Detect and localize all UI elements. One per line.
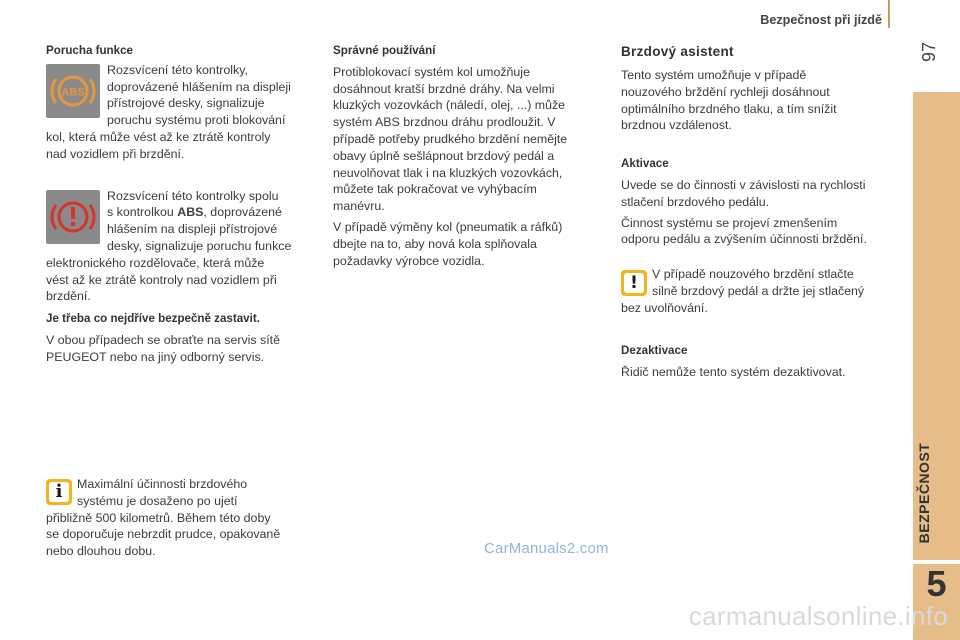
- watermark-carmanuals2: CarManuals2.com: [484, 540, 609, 557]
- deactivation-heading: Dezaktivace: [621, 344, 688, 357]
- page-number: 97: [919, 41, 939, 63]
- deactivation-section: [621, 343, 893, 381]
- wheel-replacement-paragraph: V případě výměny kol (pneumatik a ráfků) dbejte na to, aby nová kola splňovala požadavky výrobce vozidla.: [333, 219, 563, 268]
- emergency-braking-warning: V případě nouzového brzdění stlačte silně brzdový pedál a držte jej stlačený bez uvolňování.: [621, 267, 865, 315]
- chapter-number: 5: [926, 563, 947, 604]
- chapter-label: BEZPEČNOST: [916, 442, 932, 544]
- activation-paragraph-1: Uvede se do činnosti v závislosti na rychlosti stlačení brzdového pedálu.: [621, 177, 866, 209]
- info-icon: i: [46, 479, 72, 505]
- correct-use-paragraph: Protiblokovací systém kol umožňuje dosáhnout kratší brzdné dráhy. Na velmi kluzkých vozovkách (náledí, olej, ...) může systém ABS brzdnou dráhu prodloužit. V případě potřeby prudkého brzdění nemějte obavy úplně sešlápnout brzdový pedál a neuvolňovat tlak i na kluzkých vozovkách, můžete tak pokračovat ve vyhýbacím manévru.: [333, 64, 568, 214]
- activation-paragraph-2: Činnost systému se projeví zmenšením odporu pedálu a zvýšením účinnosti brždění.: [621, 215, 867, 247]
- deactivation-text: Řidič nemůže tento systém dezaktivovat.: [621, 364, 846, 379]
- info-note: Maximální účinnosti brzdového systému je dosaženo po ujetí přibližně 500 kilometrů. Během této doby se doporučuje nebrzdit prudce, opakovaně nebo dlouhou dobu.: [46, 477, 281, 559]
- column-right: [621, 43, 893, 248]
- svg-text:ABS: ABS: [61, 86, 85, 99]
- header-divider: [888, 0, 890, 28]
- stop-safely-heading: Je třeba co nejdříve bezpečně zastavit.: [46, 312, 260, 326]
- section-heading-correct-use: Správné používání: [333, 44, 436, 57]
- brake-assist-title: Brzdový asistent: [621, 44, 734, 59]
- column-left: [46, 43, 318, 366]
- brake-lamp-description: Rozsvícení této kontrolky spolu s kontrolkou ABS, doprovázené hlášením na displeji přístrojové desky, signalizuje poruchu funkce elektronického rozdělovače, která může vést až ke ztrátě kontroly nad vozidlem při brzdění.: [46, 188, 292, 304]
- brake-assist-intro: Tento systém umožňuje v případě nouzového brždění rychleji dosáhnout optimálního brzdného tlaku, a tím snížit brzdnou vzdálenost.: [621, 68, 837, 133]
- running-header-title: Bezpečnost při jízdě: [760, 13, 882, 27]
- exclamation-warning-icon: !: [621, 270, 647, 296]
- column-middle: [333, 43, 595, 269]
- abs-lamp-description: Rozsvícení této kontrolky, doprovázené hlášením na displeji přístrojové desky, signalizuje poruchu systému proti blokování kol, která může vést až ke ztrátě kontroly nad vozidlem při brzdění.: [46, 62, 291, 161]
- activation-heading: Aktivace: [621, 157, 669, 171]
- section-heading-malfunction: Porucha funkce: [46, 44, 133, 57]
- watermark-carmanualsonline: carmanualsonline.info: [688, 601, 948, 631]
- service-advice: V obou případech se obraťte na servis sítě PEUGEOT nebo na jiný odborný servis.: [46, 332, 281, 364]
